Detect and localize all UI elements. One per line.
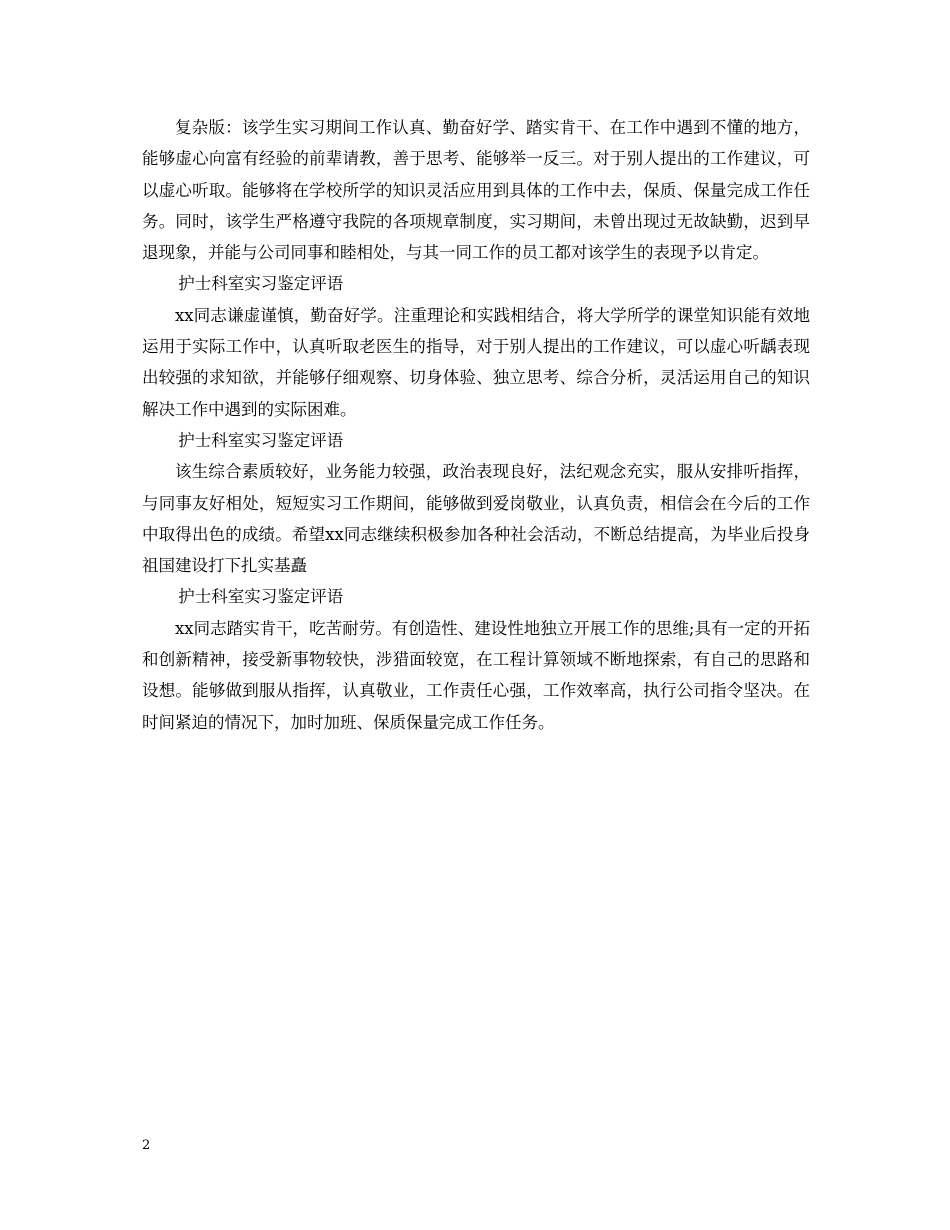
paragraph-evaluation-humble: xx同志谦虚谨慎，勤奋好学。注重理论和实践相结合，将大学所学的课堂知识能有效地运用于实际工作中，认真听取老医生的指导，对于别人提出的工作建议，可以虚心听龋表现出较强的求知欲，并能够仔细观察、切身体验、独立思考、综合分析，灵活运用自己的知识解决工作中遇到的实际困难。 — [142, 305, 810, 419]
paragraph-evaluation-overall-quality: 该生综合素质较好，业务能力较强，政治表现良好，法纪观念充实，服从安排听指挥，与同事友好相处，短短实习工作期间，能够做到爱岗敬业，认真负责，相信会在今后的工作中取得出色的成绩。希望xx同志继续积极参加各种社会活动，不断总结提高，为毕业后投身祖国建设打下扎实基矗 — [142, 462, 810, 576]
section-heading-nurse-evaluation: 护士科室实习鉴定评语 — [178, 430, 344, 450]
document-body — [142, 112, 810, 738]
paragraph-evaluation-complex: 复杂版：该学生实习期间工作认真、勤奋好学、踏实肯干、在工作中遇到不懂的地方，能够虚心向富有经验的前辈请教，善于思考、能够举一反三。对于别人提出的工作建议，可以虚心听取。能够将在学校所学的知识灵活应用到具体的工作中去，保质、保量完成工作任务。同时，该学生严格遵守我院的各项规章制度，实习期间，未曾出现过无故缺勤，迟到早退现象，并能与公司同事和睦相处，与其一同工作的员工都对该学生的表现予以肯定。 — [142, 118, 810, 263]
paragraph-evaluation-hardworking: xx同志踏实肯干，吃苦耐劳。有创造性、建设性地独立开展工作的思维;具有一定的开拓和创新精神，接受新事物较快，涉猎面较宽，在工程计算领域不断地探索，有自己的思路和设想。能够做到服从指挥，认真敬业，工作责任心强，工作效率高，执行公司指令坚决。在时间紧迫的情况下，加时加班、保质保量完成工作任务。 — [142, 618, 810, 732]
section-heading-nurse-evaluation: 护士科室实习鉴定评语 — [178, 587, 344, 607]
page-number: 2 — [142, 1138, 151, 1153]
section-heading-nurse-evaluation: 护士科室实习鉴定评语 — [178, 274, 344, 294]
